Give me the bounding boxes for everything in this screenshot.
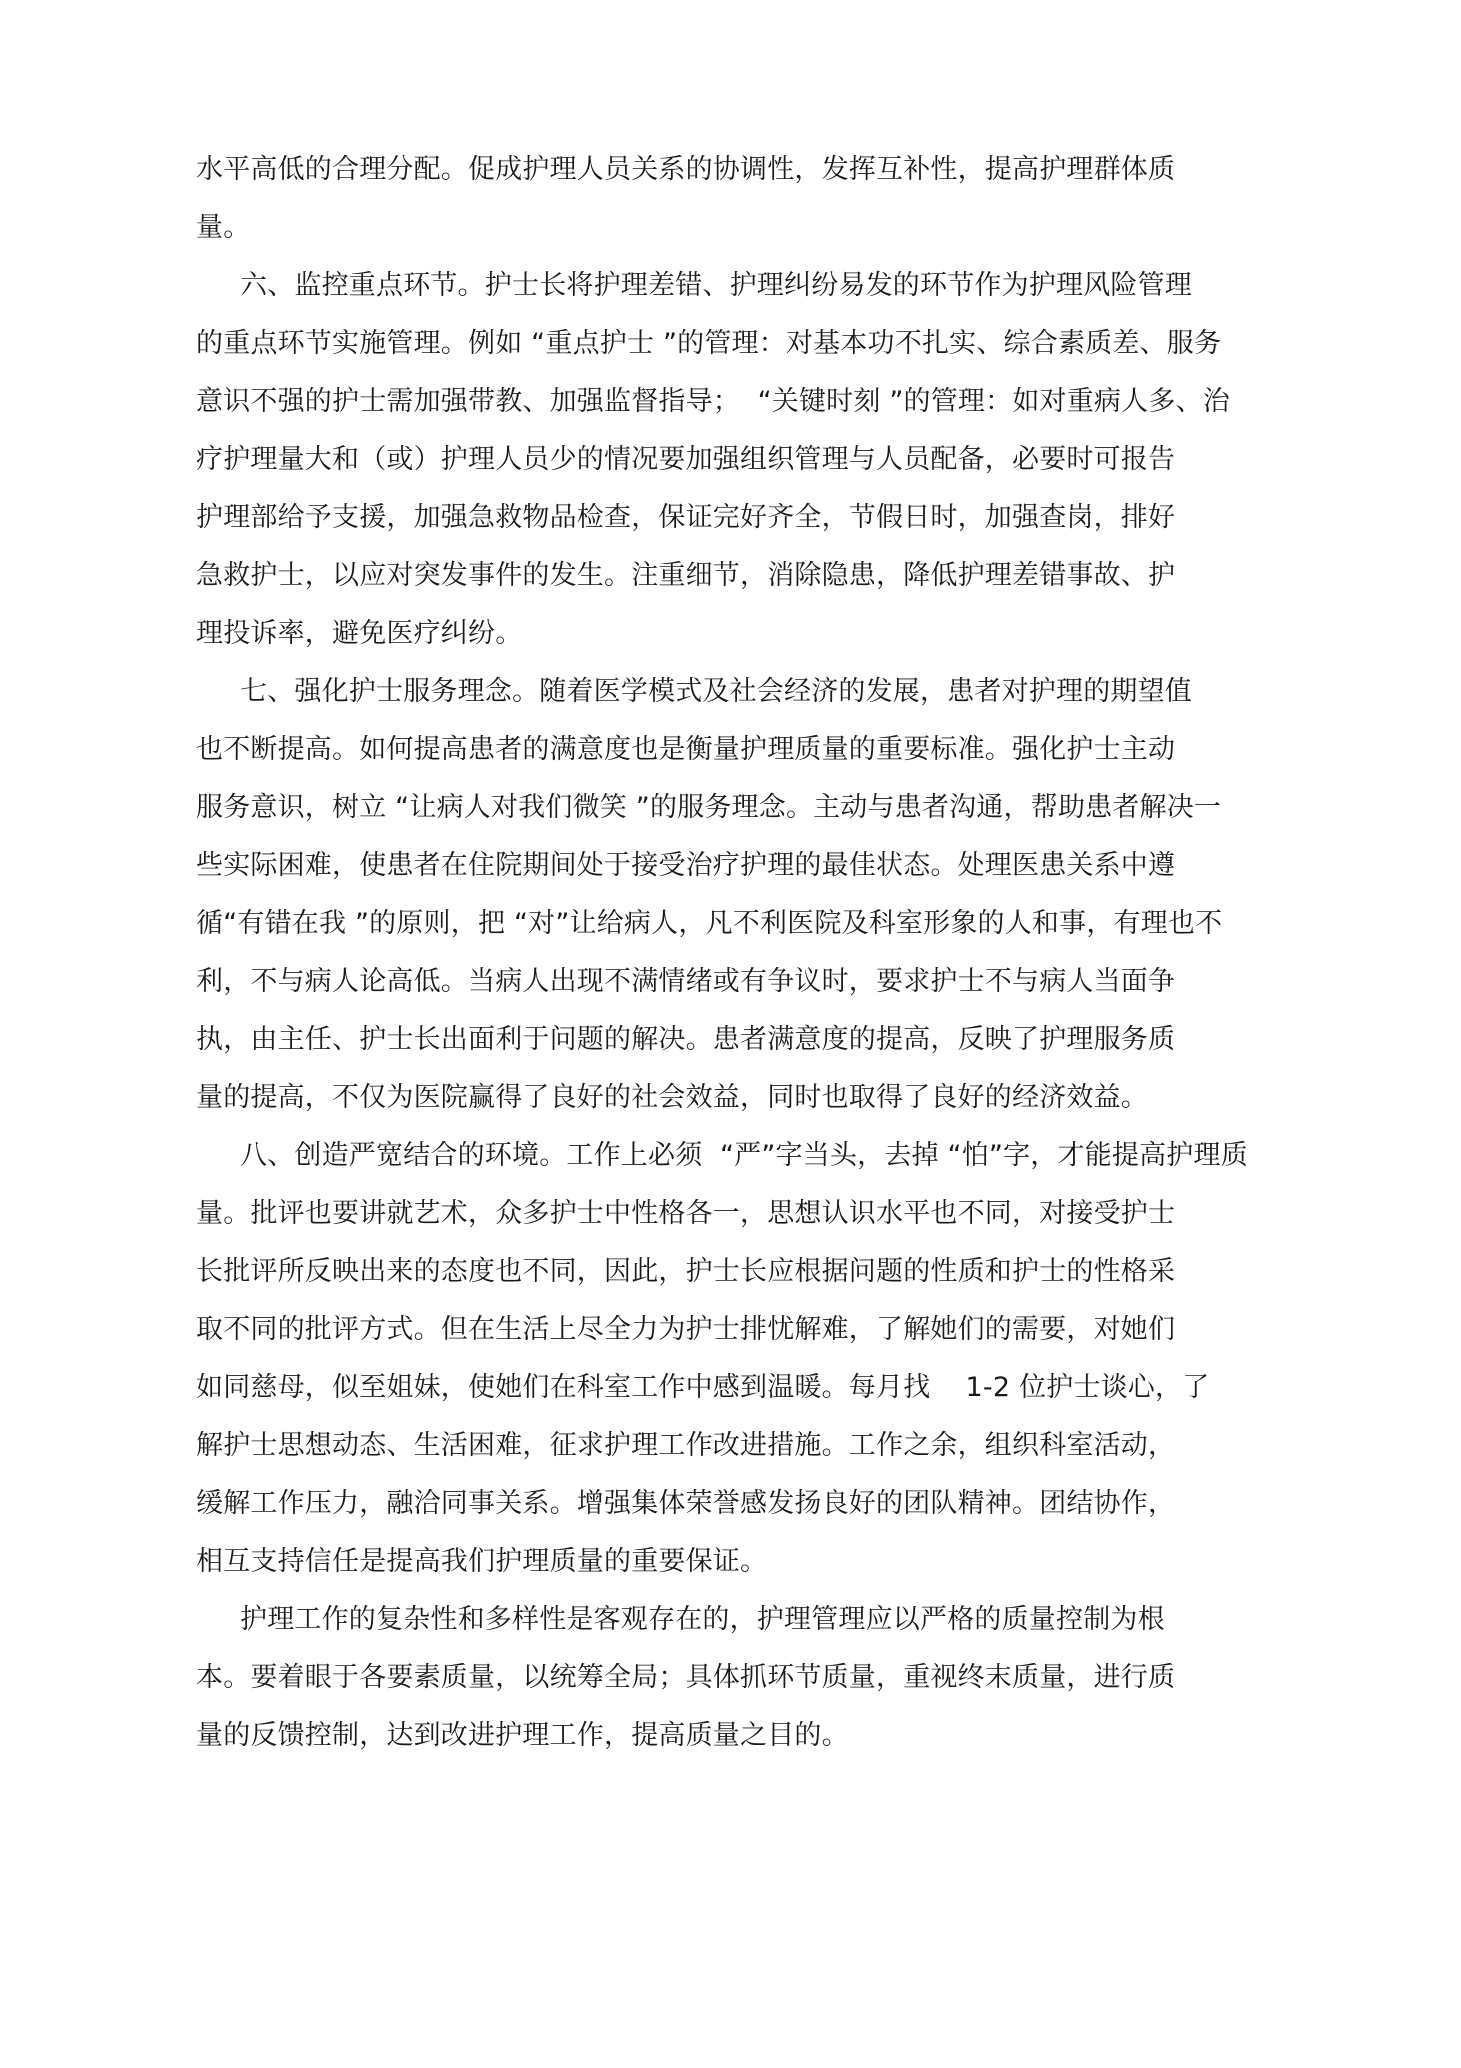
text-line: 疗护理量大和（或）护理人员少的情况要加强组织管理与人员配备，必要时可报告 [196, 444, 1176, 475]
text-line: 利，不与病人论高低。当病人出现不满情绪或有争议时，要求护士不与病人当面争 [196, 966, 1176, 997]
text-line: 急救护士，以应对突发事件的发生。注重细节，消除隐患，降低护理差错事故、护 [196, 560, 1176, 591]
text-line: 理投诉率，避免医疗纠纷。 [196, 618, 523, 649]
text-line: 量的提高，不仅为医院赢得了良好的社会效益，同时也取得了良好的经济效益。 [196, 1082, 1148, 1113]
text-line: 缓解工作压力，融洽同事关系。增强集体荣誉感发扬良好的团队精神。团结协作， [196, 1488, 1176, 1519]
paragraph-6-heading-line: 六、监控重点环节。护士长将护理差错、护理纠纷易发的环节作为护理风险管理 [240, 270, 1192, 301]
text-line: 也不断提高。如何提高患者的满意度也是衡量护理质量的重要标准。强化护士主动 [196, 734, 1176, 765]
text-line: 服务意识，树立 “让病人对我们微笑 ”的服务理念。主动与患者沟通，帮助患者解决一 [196, 792, 1222, 823]
text-line: 的重点环节实施管理。例如 “重点护士 ”的管理：对基本功不扎实、综合素质差、服务 [196, 328, 1222, 359]
text-line: 水平高低的合理分配。促成护理人员关系的协调性，发挥互补性，提高护理群体质 [196, 154, 1176, 185]
text-line: 长批评所反映出来的态度也不同，因此，护士长应根据问题的性质和护士的性格采 [196, 1256, 1176, 1287]
text-line: 量。批评也要讲就艺术，众多护士中性格各一，思想认识水平也不同，对接受护士 [196, 1198, 1176, 1229]
text-line: 执，由主任、护士长出面利于问题的解决。患者满意度的提高，反映了护理服务质 [196, 1024, 1176, 1055]
paragraph-8-heading-line: 八、创造严宽结合的环境。工作上必须 “严”字当头，去掉 “怕”字，才能提高护理质 [240, 1140, 1248, 1171]
text-line: 些实际困难，使患者在住院期间处于接受治疗护理的最佳状态。处理医患关系中遵 [196, 850, 1176, 881]
text-line: 相互支持信任是提高我们护理质量的重要保证。 [196, 1546, 768, 1577]
text-line: 取不同的批评方式。但在生活上尽全力为护士排忧解难，了解她们的需要，对她们 [196, 1314, 1176, 1345]
conclusion-first-line: 护理工作的复杂性和多样性是客观存在的，护理管理应以严格的质量控制为根 [240, 1604, 1165, 1635]
text-line: 意识不强的护士需加强带教、加强监督指导； “关键时刻 ”的管理：如对重病人多、治 [196, 386, 1230, 417]
text-line: 解护士思想动态、生活困难，征求护理工作改进措施。工作之余，组织科室活动， [196, 1430, 1176, 1461]
paragraph-7-heading-line: 七、强化护士服务理念。随着医学模式及社会经济的发展，患者对护理的期望值 [240, 676, 1192, 707]
text-line: 护理部给予支援，加强急救物品检查，保证完好齐全，节假日时，加强查岗，排好 [196, 502, 1176, 533]
text-line: 量。 [196, 212, 251, 243]
text-line: 量的反馈控制，达到改进护理工作，提高质量之目的。 [196, 1720, 849, 1751]
text-line: 本。要着眼于各要素质量，以统筹全局；具体抓环节质量，重视终末质量，进行质 [196, 1662, 1176, 1693]
text-line: 如同慈母，似至姐妹，使她们在科室工作中感到温暖。每月找 1-2 位护士谈心，了 [196, 1372, 1210, 1403]
text-line: 循“有错在我 ”的原则，把 “对”让给病人，凡不利医院及科室形象的人和事，有理也不 [196, 908, 1223, 939]
